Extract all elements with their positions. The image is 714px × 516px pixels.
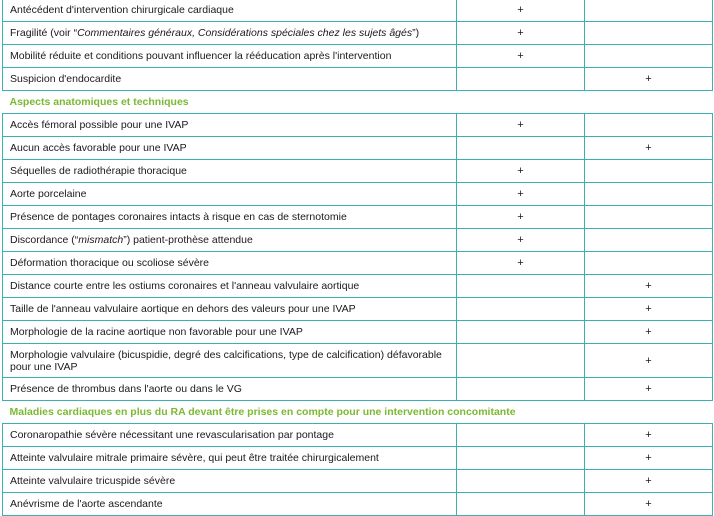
criterion-label: Antécédent d'intervention chirurgicale cardiaque — [3, 0, 457, 22]
favors-column-2-mark — [585, 252, 713, 275]
favors-column-1-mark — [457, 298, 585, 321]
criterion-label: Séquelles de radiothérapie thoracique — [3, 160, 457, 183]
favors-column-2-mark: + — [585, 137, 713, 160]
criterion-label: Déformation thoracique ou scoliose sévère — [3, 252, 457, 275]
favors-column-1-mark: + — [457, 206, 585, 229]
favors-column-1-mark — [457, 68, 585, 91]
favors-column-1-mark: + — [457, 0, 585, 22]
favors-column-1-mark: + — [457, 45, 585, 68]
table-row — [3, 275, 713, 298]
table-row — [3, 22, 713, 45]
criterion-label: Taille de l'anneau valvulaire aortique en dehors des valeurs pour une IVAP — [3, 298, 457, 321]
favors-column-1-mark — [457, 470, 585, 493]
favors-column-2-mark — [585, 22, 713, 45]
favors-column-1-mark: + — [457, 229, 585, 252]
table-row — [3, 183, 713, 206]
favors-column-1-mark — [457, 321, 585, 344]
table-row — [3, 45, 713, 68]
criterion-label: Suspicion d'endocardite — [3, 68, 457, 91]
favors-column-2-mark: + — [585, 493, 713, 516]
favors-column-2-mark: + — [585, 424, 713, 447]
favors-column-2-mark: + — [585, 68, 713, 91]
table-row — [3, 378, 713, 401]
favors-column-1-mark: + — [457, 160, 585, 183]
favors-column-2-mark — [585, 206, 713, 229]
favors-column-1-mark: + — [457, 114, 585, 137]
criterion-label: Atteinte valvulaire mitrale primaire sévère, qui peut être traitée chirurgicalement — [3, 447, 457, 470]
table-row — [3, 137, 713, 160]
favors-column-1-mark: + — [457, 22, 585, 45]
criteria-table — [2, 0, 713, 516]
criterion-label: Accès fémoral possible pour une IVAP — [3, 114, 457, 137]
favors-column-1-mark: + — [457, 183, 585, 206]
table-row — [3, 252, 713, 275]
favors-column-2-mark — [585, 229, 713, 252]
criterion-label: Fragilité (voir “Commentaires généraux, Considérations spéciales chez les sujets âgés”) — [3, 22, 457, 45]
table-row — [3, 298, 713, 321]
favors-column-1-mark — [457, 137, 585, 160]
criterion-label: Présence de thrombus dans l'aorte ou dans le VG — [3, 378, 457, 401]
criterion-label: Distance courte entre les ostiums coronaires et l'anneau valvulaire aortique — [3, 275, 457, 298]
favors-column-2-mark — [585, 114, 713, 137]
criteria-table-body — [3, 0, 713, 516]
favors-column-2-mark: + — [585, 470, 713, 493]
favors-column-2-mark: + — [585, 275, 713, 298]
favors-column-2-mark — [585, 160, 713, 183]
criterion-label: Mobilité réduite et conditions pouvant influencer la rééducation après l'intervention — [3, 45, 457, 68]
table-row — [3, 321, 713, 344]
favors-column-2-mark: + — [585, 298, 713, 321]
favors-column-2-mark: + — [585, 321, 713, 344]
criterion-label: Présence de pontages coronaires intacts à risque en cas de sternotomie — [3, 206, 457, 229]
criterion-label: Morphologie de la racine aortique non favorable pour une IVAP — [3, 321, 457, 344]
section-title: Aspects anatomiques et techniques — [3, 91, 713, 114]
criterion-label: Atteinte valvulaire tricuspide sévère — [3, 470, 457, 493]
favors-column-2-mark: + — [585, 378, 713, 401]
favors-column-1-mark — [457, 344, 585, 378]
table-row — [3, 206, 713, 229]
criterion-label: Morphologie valvulaire (bicuspidie, degré des calcifications, type de calcification) défavorable pour une IVAP — [3, 344, 457, 378]
section-title: Maladies cardiaques en plus du RA devant être prises en compte pour une intervention concomitante — [3, 401, 713, 424]
favors-column-1-mark — [457, 493, 585, 516]
table-row — [3, 493, 713, 516]
favors-column-1-mark — [457, 378, 585, 401]
table-row — [3, 470, 713, 493]
criterion-label: Aucun accès favorable pour une IVAP — [3, 137, 457, 160]
section-header-row — [3, 91, 713, 114]
table-row — [3, 447, 713, 470]
favors-column-2-mark: + — [585, 447, 713, 470]
criterion-label: Coronaropathie sévère nécessitant une revascularisation par pontage — [3, 424, 457, 447]
table-row — [3, 68, 713, 91]
favors-column-1-mark — [457, 275, 585, 298]
table-row — [3, 344, 713, 378]
criterion-label: Aorte porcelaine — [3, 183, 457, 206]
favors-column-1-mark — [457, 424, 585, 447]
criterion-label: Anévrisme de l'aorte ascendante — [3, 493, 457, 516]
favors-column-2-mark — [585, 183, 713, 206]
table-row — [3, 114, 713, 137]
table-row — [3, 424, 713, 447]
criterion-label: Discordance (“mismatch”) patient-prothèse attendue — [3, 229, 457, 252]
favors-column-2-mark: + — [585, 344, 713, 378]
table-row — [3, 160, 713, 183]
favors-column-2-mark — [585, 0, 713, 22]
table-row — [3, 0, 713, 22]
favors-column-2-mark — [585, 45, 713, 68]
favors-column-1-mark — [457, 447, 585, 470]
favors-column-1-mark: + — [457, 252, 585, 275]
table-row — [3, 229, 713, 252]
section-header-row — [3, 401, 713, 424]
